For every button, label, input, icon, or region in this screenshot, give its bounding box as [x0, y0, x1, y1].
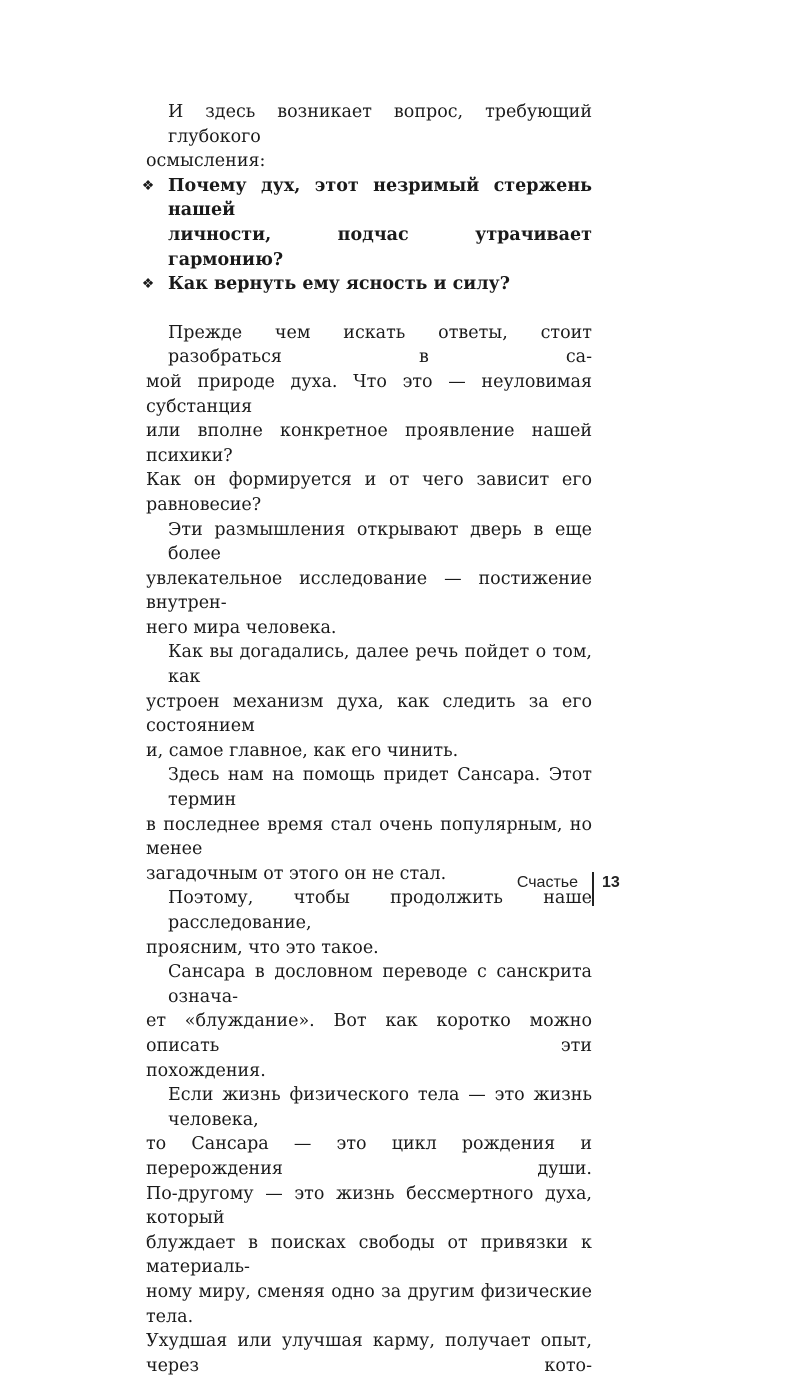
body-paragraph: [146, 960, 592, 1083]
text-line: Как вернуть ему ясность и силу?: [168, 274, 511, 295]
question-item: [141, 174, 592, 272]
text-line: Как он формируется и от чего зависит его равновесие?: [146, 470, 592, 515]
body-paragraph: [146, 640, 592, 763]
text-line: ному миру, сменяя одно за другим физические тела.: [146, 1281, 592, 1327]
paragraph-gap: [146, 297, 592, 321]
body-paragraphs: [146, 321, 592, 1378]
text-line: Эти размышления открывают дверь в еще более: [168, 519, 592, 565]
text-line: и, самое главное, как его чинить.: [146, 740, 459, 761]
running-title: Счастье: [516, 874, 578, 891]
text-line: И здесь возникает вопрос, требующий глубокого: [168, 102, 592, 147]
text-line: то Сансара — это цикл рождения и перерождения души.: [146, 1134, 592, 1179]
question-item: [141, 272, 592, 297]
text-line: загадочным от этого он не стал.: [146, 863, 447, 884]
main-text: [141, 100, 592, 1378]
text-line: в последнее время стал очень популярным, но менее: [146, 814, 592, 860]
text-line: Прежде чем искать ответы, стоит разобраться в са-: [168, 322, 592, 368]
text-line: осмысления:: [146, 151, 266, 172]
text-line: мой природе духа. Что это — неуловимая субстанция: [146, 371, 592, 417]
text-line: Сансара в дословном переводе с санскрита означа-: [168, 962, 592, 1007]
page-number: 13: [602, 874, 620, 891]
question-list: [141, 174, 592, 297]
intro-paragraph: [146, 100, 592, 174]
body-paragraph: [146, 1083, 592, 1378]
diamond-dots-bullet-icon: ❖: [141, 276, 155, 293]
text-line: Если жизнь физического тела — это жизнь человека,: [168, 1085, 592, 1130]
text-line: или вполне конкретное проявление нашей психики?: [146, 421, 592, 466]
text-line: блуждает в поисках свободы от привязки к материаль-: [146, 1232, 592, 1278]
text-line: ет «блуждание». Вот как коротко можно описать эти: [146, 1011, 592, 1056]
text-line: него мира человека.: [146, 617, 337, 638]
text-line: Почему дух, этот незримый стержень нашей: [168, 175, 592, 221]
text-line: Здесь нам на помощь придет Сансара. Этот термин: [168, 765, 592, 811]
body-paragraph: [146, 321, 592, 518]
text-line: По-другому — это жизнь бессмертного духа, который: [146, 1183, 592, 1229]
footer-divider: [592, 872, 594, 906]
text-line: устроен механизм духа, как следить за его состоянием: [146, 691, 592, 737]
text-line: увлекательное исследование — постижение внутрен-: [146, 568, 592, 614]
text-line: Как вы догадались, далее речь пойдет о том, как: [168, 642, 592, 688]
body-paragraph: [146, 763, 592, 886]
diamond-dots-bullet-icon: ❖: [141, 177, 155, 194]
text-line: личности, подчас утрачивает гармонию?: [168, 224, 592, 270]
body-paragraph: [146, 518, 592, 641]
text-line: проясним, что это такое.: [146, 937, 379, 958]
text-line: Поэтому, чтобы продолжить наше расследование,: [168, 888, 592, 933]
text-line: похождения.: [146, 1060, 266, 1081]
page-footer: [0, 872, 800, 906]
text-line: Ухудшая или улучшая карму, получает опыт, через кото-: [146, 1331, 592, 1376]
